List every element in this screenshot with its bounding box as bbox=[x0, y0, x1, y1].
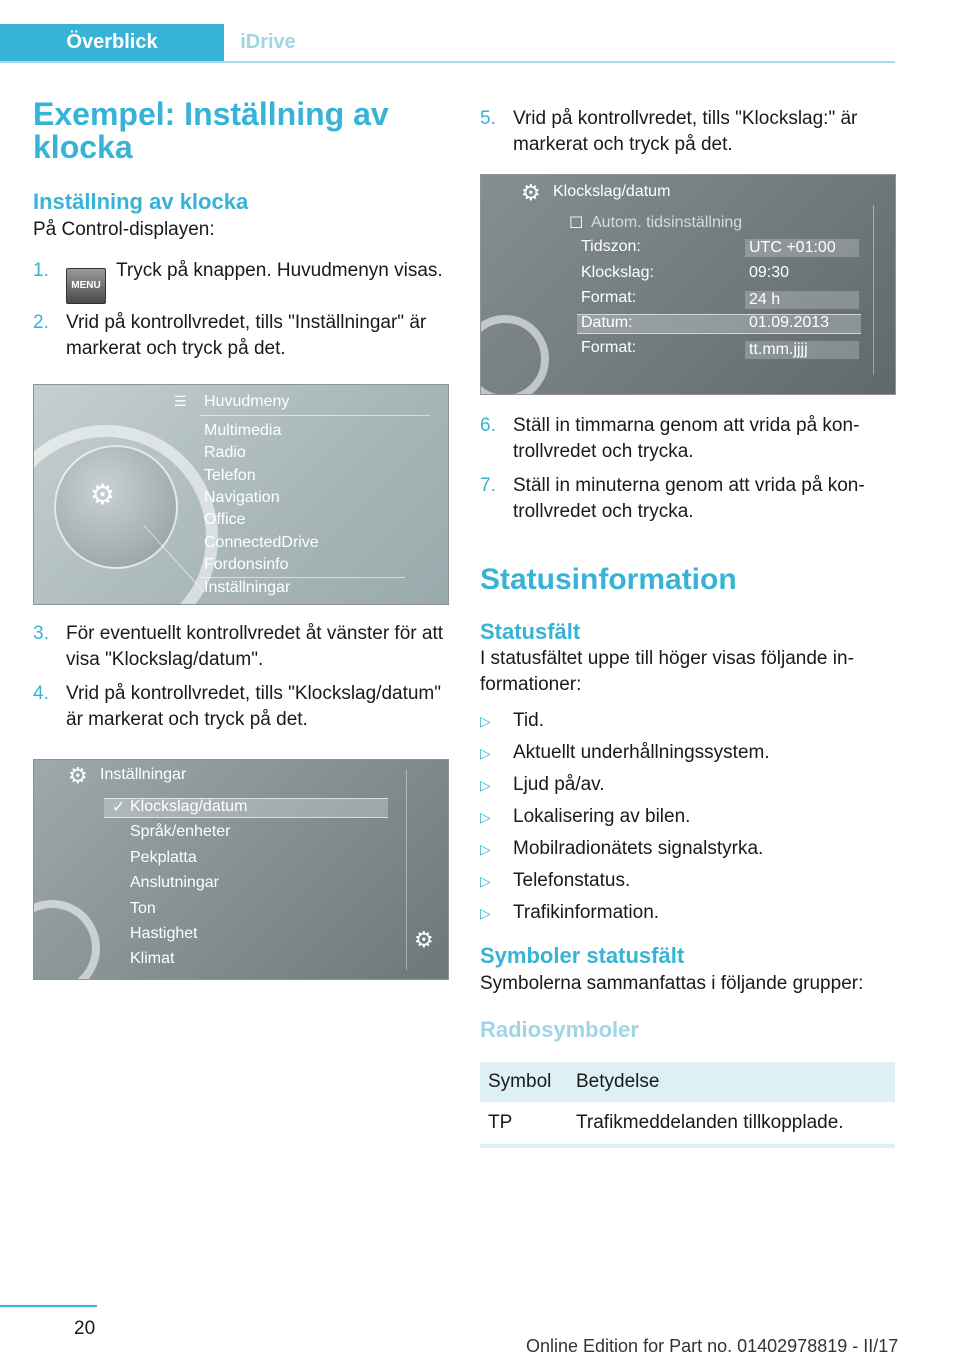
step-2 bbox=[33, 310, 448, 362]
section-title: Statusinformation bbox=[480, 563, 737, 596]
menu-item: Radio bbox=[204, 444, 246, 461]
radio-symbols-title: Radiosymboler bbox=[480, 1017, 639, 1042]
menu-item: ConnectedDrive bbox=[204, 534, 319, 551]
row-label: Datum: bbox=[581, 314, 633, 331]
steps-3-4 bbox=[33, 621, 448, 733]
table-cell: Trafikmeddelanden tillkopplade. bbox=[568, 1102, 895, 1146]
header-tabs bbox=[0, 24, 895, 63]
screen-title: Huvudmeny bbox=[204, 393, 290, 410]
screenshot-settings bbox=[33, 759, 449, 980]
scrollbar bbox=[873, 205, 874, 375]
gear-icon: ⚙ bbox=[90, 479, 116, 510]
status-list bbox=[480, 708, 895, 926]
tab-idrive[interactable]: iDrive bbox=[240, 31, 296, 53]
menu-item: Fordonsinfo bbox=[204, 556, 289, 573]
triangle-bullet-icon: ▷ bbox=[480, 809, 491, 825]
column-header: Betydelse bbox=[568, 1062, 895, 1102]
intro-text: På Control-displayen: bbox=[33, 219, 215, 240]
step-text: Vrid på kontrollvredet, tills "Klockslag:" är markerat och tryck på det. bbox=[513, 108, 858, 155]
step-5-block bbox=[480, 106, 895, 158]
step-text: Tryck på knappen. Huvudmenyn visas. bbox=[116, 260, 443, 281]
triangle-bullet-icon: ▷ bbox=[480, 905, 491, 921]
step-text: Ställ in timmarna genom att vrida på kontrollvredet och trycka. bbox=[513, 415, 860, 462]
gear-icon: ⚙ bbox=[521, 180, 541, 205]
step-text: Vrid på kontrollvredet, tills "Klockslag/datum" är markerat och tryck på det. bbox=[66, 683, 441, 730]
row-value: 24 h bbox=[745, 291, 859, 309]
gear-icon: ⚙ bbox=[414, 927, 434, 952]
divider bbox=[200, 577, 405, 578]
step-6 bbox=[480, 413, 895, 465]
radio-symbols-table bbox=[480, 1062, 895, 1148]
step-5 bbox=[480, 106, 895, 158]
menu-item: Multimedia bbox=[204, 422, 282, 439]
auto-time-label: Autom. tidsinställning bbox=[591, 214, 743, 231]
list-item: ▷ Ljud på/av. bbox=[480, 772, 895, 798]
triangle-bullet-icon: ▷ bbox=[480, 873, 491, 889]
list-item: ▷ Aktuellt underhållningssystem. bbox=[480, 740, 895, 766]
scrollbar bbox=[406, 770, 407, 970]
row-value: 01.09.2013 bbox=[749, 314, 830, 331]
menu-item: Språk/enheter bbox=[130, 823, 231, 840]
menu-item: Hastighet bbox=[130, 925, 198, 942]
step-number: 3. bbox=[33, 623, 49, 644]
list-item: ▷ Lokalisering av bilen. bbox=[480, 804, 895, 830]
step-1 bbox=[33, 258, 448, 304]
menu-item: Pekplatta bbox=[130, 849, 197, 866]
symboler-title: Symboler statusfält bbox=[480, 943, 685, 968]
tab-overblick[interactable]: Överblick bbox=[0, 24, 224, 61]
column-header: Symbol bbox=[480, 1062, 568, 1102]
left-column bbox=[33, 98, 448, 980]
triangle-bullet-icon: ▷ bbox=[480, 841, 491, 857]
table-cell: TP bbox=[480, 1102, 568, 1146]
controller-knob bbox=[54, 445, 178, 569]
controller-ring bbox=[33, 900, 100, 980]
gear-icon: ⚙ bbox=[68, 763, 88, 788]
step-number: 7. bbox=[480, 475, 496, 496]
menu-item-selected: Inställningar bbox=[204, 579, 291, 596]
edition-text: Online Edition for Part no. 01402978819 - II/17 bbox=[526, 1336, 899, 1356]
menu-item: Anslutningar bbox=[130, 874, 219, 891]
triangle-bullet-icon: ▷ bbox=[480, 745, 491, 761]
step-3 bbox=[33, 621, 448, 673]
menu-item: Ton bbox=[130, 900, 156, 917]
divider bbox=[200, 415, 430, 416]
step-text: Ställ in minuterna genom att vrida på kontrollvredet och trycka. bbox=[513, 475, 865, 522]
symboler-text: Symbolerna sammanfattas i följande grupper: bbox=[480, 973, 864, 994]
step-number: 2. bbox=[33, 312, 49, 333]
step-7 bbox=[480, 473, 895, 525]
page-title: Exempel: Inställning av klocka bbox=[33, 96, 389, 165]
table-header-row bbox=[480, 1062, 895, 1102]
step-number: 1. bbox=[33, 260, 49, 281]
triangle-bullet-icon: ▷ bbox=[480, 713, 491, 729]
step-text: För eventuellt kontrollvredet åt vänster för att visa "Klockslag/datum". bbox=[66, 623, 444, 670]
row-label: Format: bbox=[581, 339, 637, 356]
right-column bbox=[480, 98, 895, 1148]
page-number: 20 bbox=[74, 1318, 96, 1339]
controller-ring bbox=[480, 315, 549, 395]
screenshot-clock-date bbox=[480, 174, 896, 395]
list-item: ▷ Trafikinformation. bbox=[480, 900, 895, 926]
row-value: tt.mm.jjjj bbox=[745, 341, 859, 359]
footer-rule bbox=[0, 1305, 97, 1307]
menu-item: Telefon bbox=[204, 467, 256, 484]
row-label: Klockslag: bbox=[581, 264, 654, 281]
statusfalt-title: Statusfält bbox=[480, 619, 581, 644]
table-row bbox=[480, 1102, 895, 1146]
row-value: UTC +01:00 bbox=[745, 239, 859, 257]
steps-6-7 bbox=[480, 413, 895, 525]
row-label: Format: bbox=[581, 289, 637, 306]
menu-list-icon: ☰ bbox=[174, 393, 187, 409]
menu-item-selected: Klockslag/datum bbox=[130, 798, 248, 815]
menu-item: Klimat bbox=[130, 950, 175, 967]
step-number: 5. bbox=[480, 108, 496, 129]
list-item: ▷ Tid. bbox=[480, 708, 895, 734]
screen-title: Inställningar bbox=[100, 766, 187, 783]
list-item: ▷ Mobilradionätets signalstyrka. bbox=[480, 836, 895, 862]
step-number: 4. bbox=[33, 683, 49, 704]
menu-item: Office bbox=[204, 511, 246, 528]
screen-title: Klockslag/datum bbox=[553, 183, 671, 200]
statusfalt-text: I statusfältet uppe till höger visas följande informationer: bbox=[480, 648, 854, 695]
check-icon: ✓ bbox=[112, 799, 126, 816]
step-number: 6. bbox=[480, 415, 496, 436]
menu-item: Navigation bbox=[204, 489, 280, 506]
section-subtitle: Inställning av klocka bbox=[33, 189, 249, 214]
checkbox-icon: ☐ bbox=[569, 215, 584, 232]
steps-1-2 bbox=[33, 258, 448, 362]
row-value: 09:30 bbox=[749, 264, 790, 281]
triangle-bullet-icon: ▷ bbox=[480, 777, 491, 793]
list-item: ▷ Telefonstatus. bbox=[480, 868, 895, 894]
row-label: Tidszon: bbox=[581, 238, 641, 255]
step-text: Vrid på kontrollvredet, tills "Inställningar" är markerat och tryck på det. bbox=[66, 312, 427, 359]
screenshot-main-menu bbox=[33, 384, 449, 605]
menu-button-icon: MENU bbox=[66, 268, 106, 304]
step-4 bbox=[33, 681, 448, 733]
